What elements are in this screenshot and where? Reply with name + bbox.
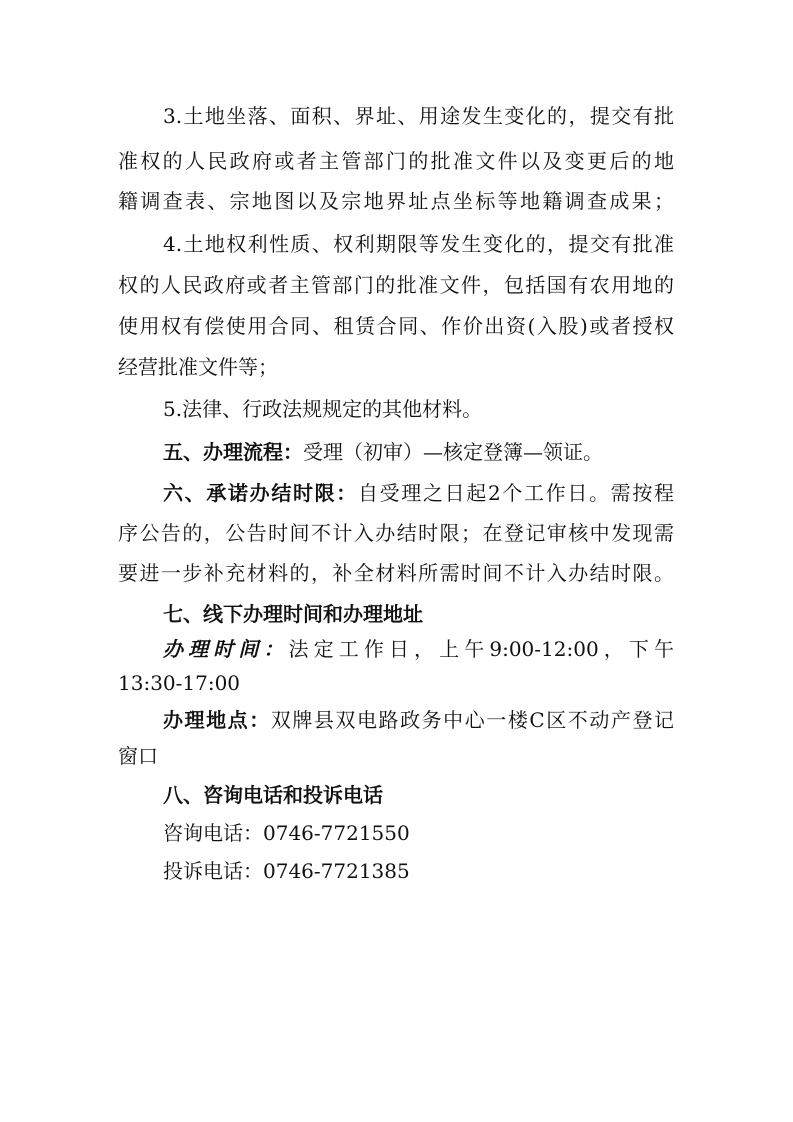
item3-line1: 3.土地坐落、面积、界址、用途发生变化的，提交有批 <box>163 104 674 128</box>
section6-line2: 序公告的，公告时间不计入办结时限；在登记审核中发现需 <box>118 521 674 545</box>
section7-title: 七、线下办理时间和办理地址 <box>163 602 423 626</box>
section7-addr-line2: 窗口 <box>118 744 158 768</box>
item3-line3: 籍调查表、宗地图以及宗地界址点坐标等地籍调查成果； <box>118 189 674 213</box>
section5-text: 受理（初审）—核定登簿—领证。 <box>303 440 603 464</box>
complaint-phone: 投诉电话：0746-7721385 <box>163 859 410 883</box>
consult-phone: 咨询电话：0746-7721550 <box>163 821 410 845</box>
item3-line2: 准权的人民政府或者主管部门的批准文件以及变更后的地 <box>118 149 674 173</box>
item4-line1: 4.土地权利性质、权利期限等发生变化的，提交有批准 <box>163 232 674 256</box>
section6-line1 <box>163 478 674 508</box>
item5-line: 5.法律、行政法规规定的其他材料。 <box>163 397 483 421</box>
section8-title: 八、咨询电话和投诉电话 <box>163 783 383 807</box>
addr-label: 办理地点： <box>163 708 271 732</box>
section5-line <box>163 437 674 467</box>
section6-line3: 要进一步补充材料的，补全材料所需时间不计入办结时限。 <box>118 561 674 585</box>
section5-label: 五、办理流程： <box>163 440 303 464</box>
section6-text-1: 自受理之日起2个工作日。需按程 <box>357 481 674 505</box>
section6-label: 六、承诺办结时限： <box>163 481 358 505</box>
section7-time-line2: 13:30-17:00 <box>118 671 241 695</box>
section7-time-line1 <box>163 634 674 664</box>
time-text-1: 法定工作日，上午9:00-12:00，下午 <box>288 637 674 661</box>
item4-line4: 经营批准文件等； <box>118 355 278 379</box>
addr-text-1: 双牌县双电路政务中心一楼C区不动产登记 <box>270 708 674 732</box>
item4-line3: 使用权有偿使用合同、租赁合同、作价出资(入股)或者授权 <box>118 314 674 338</box>
item4-line2: 权的人民政府或者主管部门的批准文件，包括国有农用地的 <box>118 273 674 297</box>
time-label: 办理时间： <box>163 637 289 661</box>
section7-addr-line1 <box>163 705 674 735</box>
